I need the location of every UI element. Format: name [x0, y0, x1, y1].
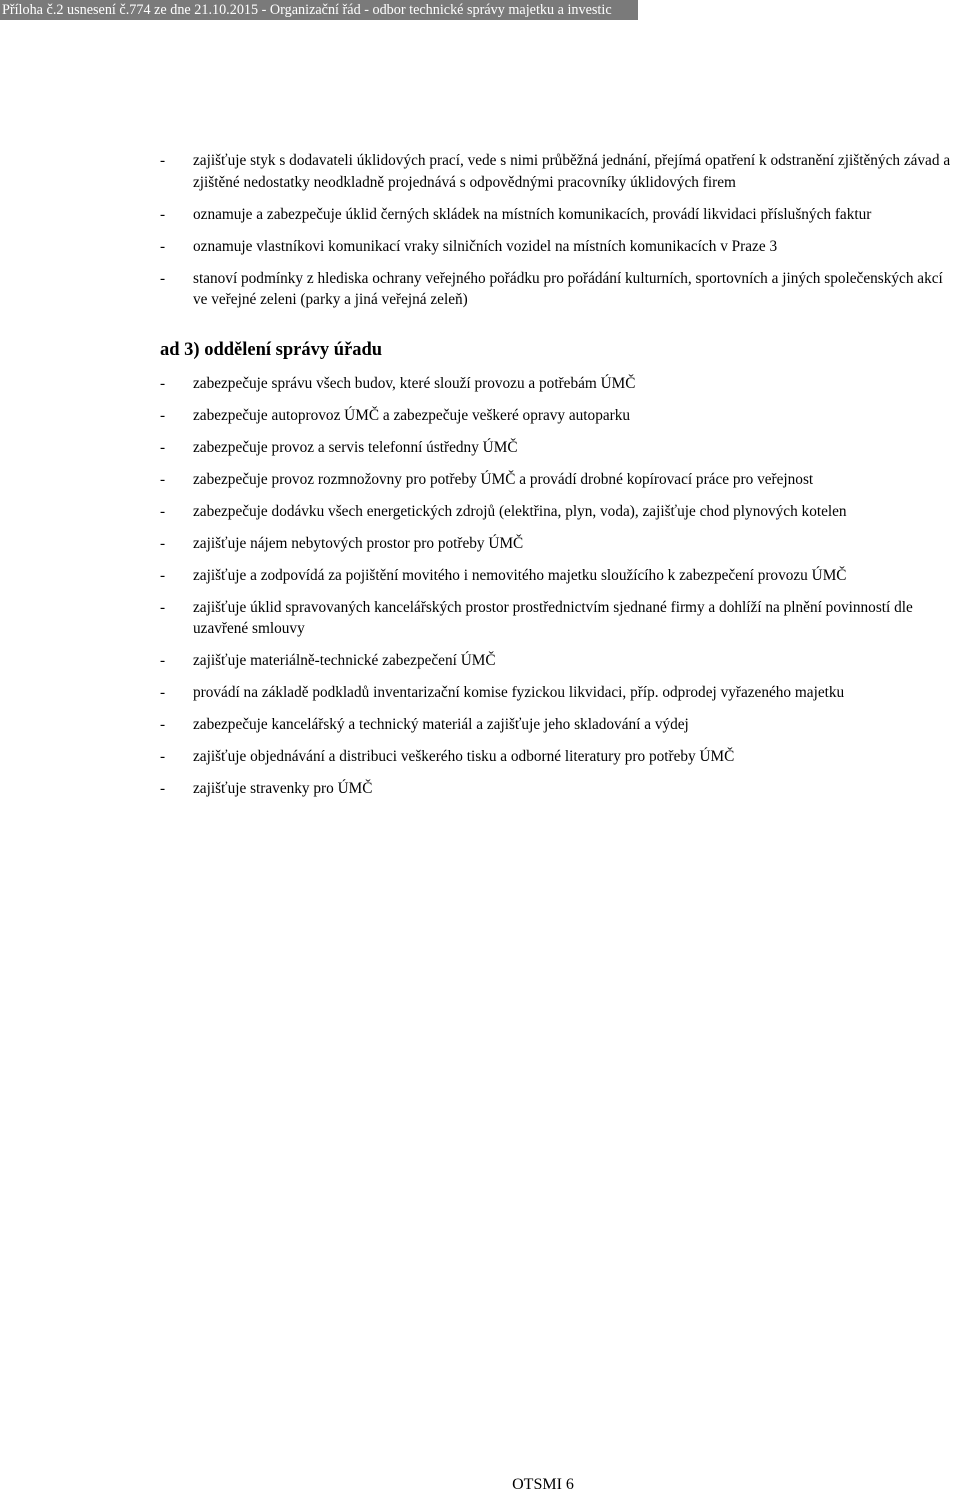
list-dash: - — [160, 438, 166, 456]
list-item-text: zabezpečuje správu všech budov, které slouží provozu a potřebám ÚMČ — [193, 374, 636, 392]
list-item — [160, 469, 960, 491]
list-item — [160, 778, 960, 800]
section2-list — [160, 373, 960, 800]
list-item — [160, 714, 960, 736]
list-item — [160, 150, 960, 193]
list-item-text: zabezpečuje provoz a servis telefonní ústředny ÚMČ — [193, 438, 518, 456]
list-dash: - — [160, 152, 166, 169]
list-item — [160, 437, 960, 459]
list-item — [160, 682, 960, 704]
list-dash: - — [160, 748, 166, 765]
list-item-text: oznamuje a zabezpečuje úklid černých skládek na místních komunikacích, provádí likvidaci příslušných faktur — [193, 205, 872, 223]
list-dash: - — [160, 470, 166, 488]
list-dash: - — [160, 534, 166, 552]
list-item-text: stanoví podmínky z hlediska ochrany veřejného pořádku pro pořádání kulturních, sportovních a jiných společenských akcí ve veřejné zeleni (parky a jiná veřejná zeleň) — [193, 269, 943, 308]
list-item-text: zajišťuje a zodpovídá za pojištění movitého i nemovitého majetku sloužícího k zabezpečení provozu ÚMČ — [193, 566, 847, 584]
list-item — [160, 565, 960, 587]
list-item-text: zabezpečuje dodávku všech energetických zdrojů (elektřina, plyn, voda), zajišťuje chod plynových kotelen — [193, 502, 847, 520]
document-header — [0, 0, 638, 20]
list-item-text: zabezpečuje provoz rozmnožovny pro potřeby ÚMČ a provádí drobné kopírovací práce pro veřejnost — [193, 470, 814, 488]
list-item-text: zajišťuje objednávání a distribuci veškerého tisku a odborné literatury pro potřeby ÚMČ — [193, 748, 735, 765]
list-item — [160, 373, 960, 395]
list-item — [160, 597, 960, 640]
page-label: OTSMI 6 — [512, 1476, 574, 1493]
list-item-text: zajišťuje materiálně-technické zabezpečení ÚMČ — [193, 652, 496, 669]
list-item-text: zajišťuje nájem nebytových prostor pro potřeby ÚMČ — [193, 534, 524, 552]
list-dash: - — [160, 652, 166, 669]
list-item-text: zajišťuje stravenky pro ÚMČ — [193, 780, 373, 797]
list-dash: - — [160, 716, 166, 733]
list-item — [160, 746, 960, 768]
section1-list — [160, 150, 960, 311]
list-dash: - — [160, 566, 166, 584]
list-item-text: oznamuje vlastníkovi komunikací vraky silničních vozidel na místních komunikacích v Praze 3 — [193, 237, 778, 255]
list-dash: - — [160, 502, 166, 520]
list-item — [160, 405, 960, 427]
list-dash: - — [160, 269, 166, 287]
list-item-text: zajišťuje úklid spravovaných kancelářských prostor prostřednictvím sjednané firmy a dohlíží na plnění povinností dle uzavřené smlouvy — [193, 598, 913, 637]
list-item-text: zajišťuje styk s dodavateli úklidových prací, vede s nimi průběžná jednání, přejímá opatření k odstranění zjištěných závad a zjištěné nedostatky neodkladně projednává s odpovědnými pracovníky úklidových firem — [193, 152, 951, 191]
section-heading: ad 3) oddělení správy úřadu — [160, 339, 383, 360]
list-dash: - — [160, 237, 166, 255]
list-item-text: zabezpečuje autoprovoz ÚMČ a zabezpečuje veškeré opravy autoparku — [193, 406, 631, 424]
list-dash: - — [160, 374, 166, 392]
list-dash: - — [160, 205, 166, 223]
list-item — [160, 501, 960, 523]
list-item — [160, 650, 960, 672]
list-item — [160, 268, 960, 311]
list-item — [160, 236, 960, 258]
list-item-text: zabezpečuje kancelářský a technický materiál a zajišťuje jeho skladování a výdej — [193, 716, 689, 733]
list-dash: - — [160, 780, 166, 797]
list-dash: - — [160, 684, 166, 701]
list-item — [160, 204, 960, 226]
page-footer — [0, 1475, 960, 1495]
document-body — [160, 150, 960, 810]
list-dash: - — [160, 406, 166, 424]
list-dash: - — [160, 598, 166, 616]
header-text: Příloha č.2 usnesení č.774 ze dne 21.10.2015 - Organizační řád - odbor technické správy majetku a investic — [2, 2, 612, 18]
list-item-text: provádí na základě podkladů inventarizační komise fyzickou likvidaci, příp. odprodej vyřazeného majetku — [193, 684, 845, 701]
list-item — [160, 533, 960, 555]
